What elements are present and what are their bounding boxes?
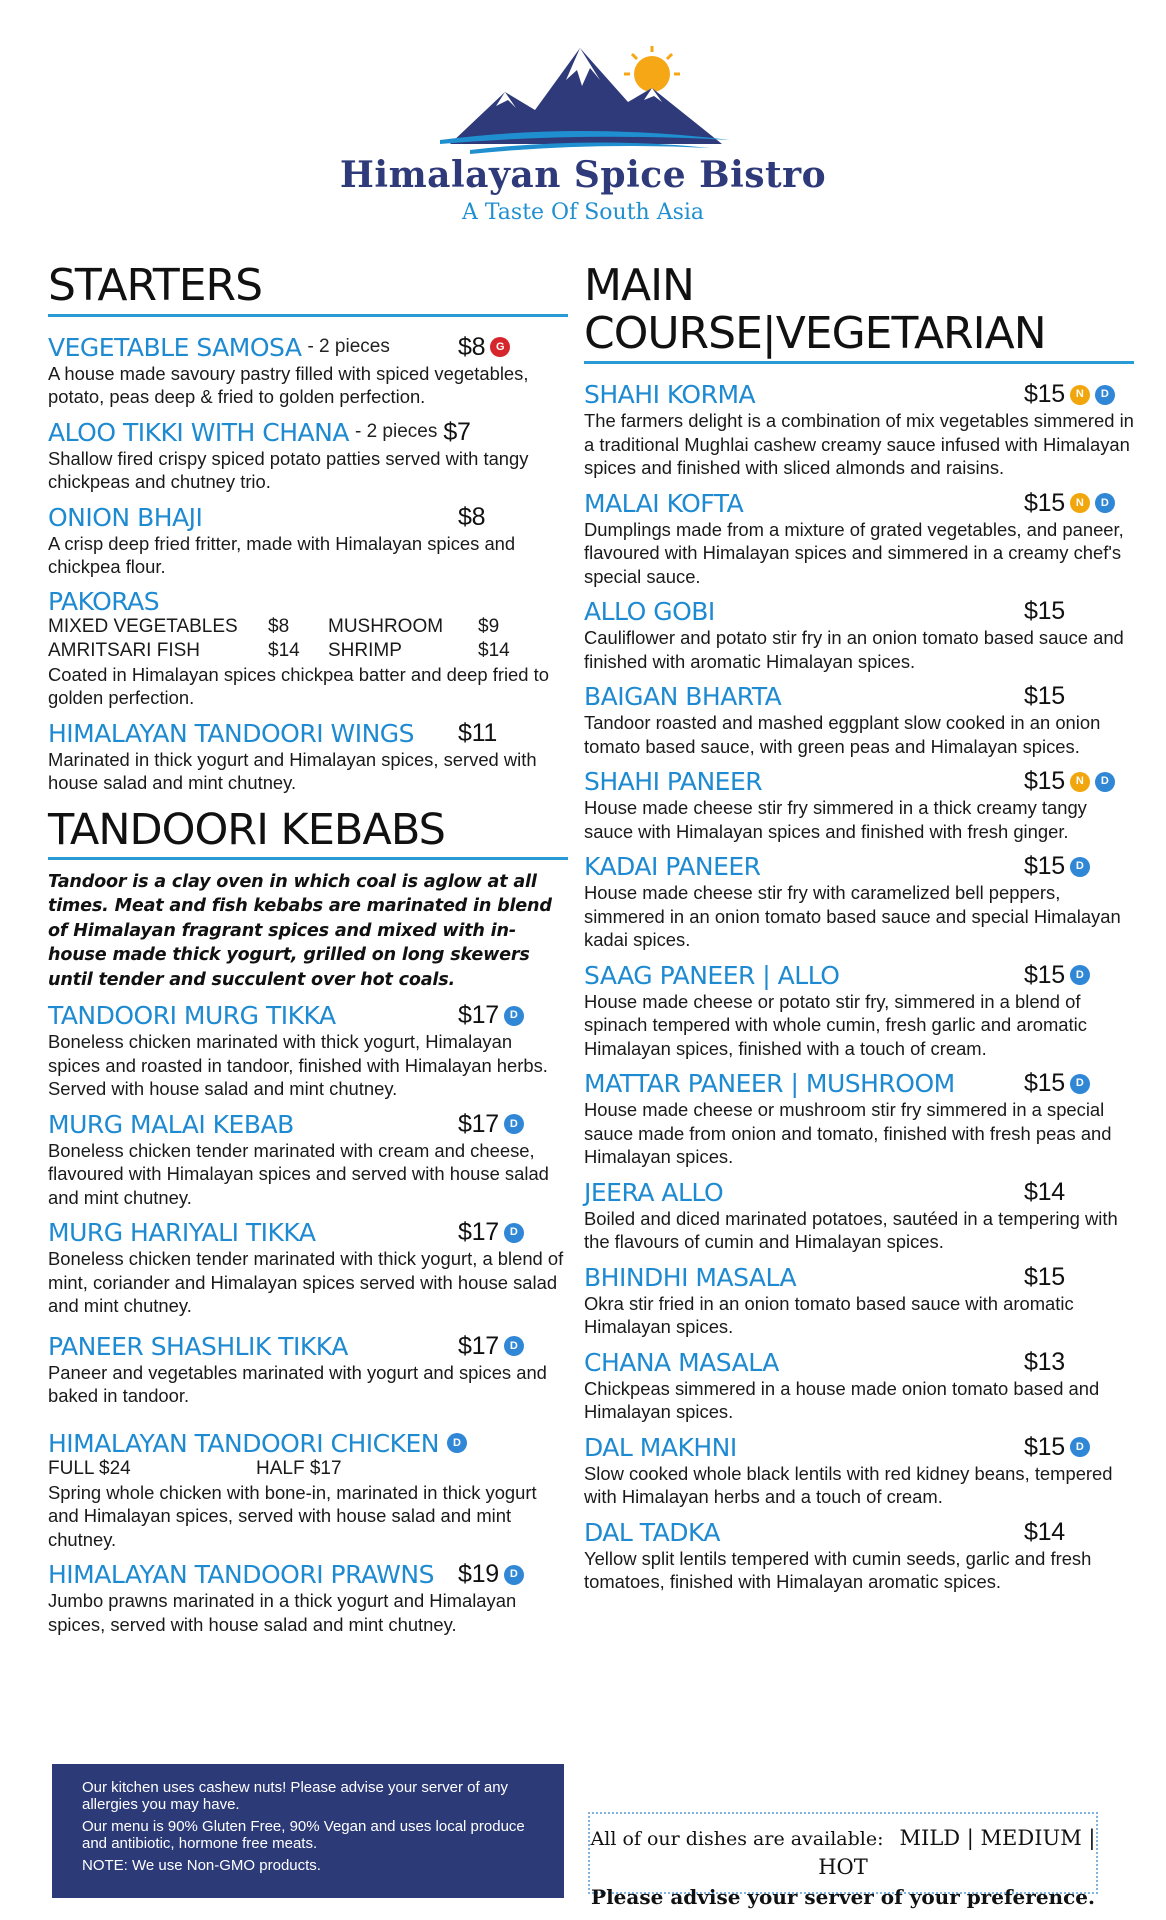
menu-item-aloo-tikki — [48, 418, 568, 494]
item-name: MALAI KOFTA — [584, 488, 744, 518]
item-name: PANEER SHASHLIK TIKKA — [48, 1331, 348, 1361]
item-price: $8 — [458, 502, 486, 531]
pakora-option: MUSHROOM — [328, 615, 444, 637]
item-description: A crisp deep fried fritter, made with Himalayan spices and chickpea flour. — [48, 532, 516, 578]
item-description: Boneless chicken marinated with thick yogurt, Himalayan spices and roasted in tandoor, finished with Himalayan herbs. Served with house salad and mint chutney. — [48, 1031, 548, 1100]
nuts-badge-icon: N — [1070, 493, 1090, 513]
item-price: $17 — [458, 1218, 499, 1247]
dairy-badge-icon: D — [1070, 965, 1090, 985]
item-price: $14 — [1024, 1177, 1065, 1206]
item-description: Tandoor roasted and mashed eggplant slow cooked in an onion tomato based sauce, with green peas and Himalayan spices. — [584, 712, 1101, 757]
main-course-title: MAIN COURSE|VEGETARIAN — [584, 262, 1134, 364]
item-description: Marinated in thick yogurt and Himalayan spices, served with house salad and mint chutney. — [48, 748, 537, 794]
item-price: $15 — [1024, 682, 1065, 711]
pakora-price: $9 — [478, 615, 500, 637]
dairy-badge-icon: D — [1070, 1437, 1090, 1457]
menu-item-tandoori-wings — [48, 719, 568, 795]
menu-item-shahi-korma — [584, 380, 1134, 480]
menu-item-murg-hariyali — [48, 1218, 568, 1318]
left-column — [48, 262, 568, 1636]
starters-title: STARTERS — [48, 262, 568, 317]
pakora-option: AMRITSARI FISH — [48, 639, 201, 661]
item-name: BAIGAN BHARTA — [584, 682, 782, 712]
item-price: $11 — [458, 718, 497, 747]
item-name: SAAG PANEER | ALLO — [584, 960, 840, 990]
item-name: ONION BHAJI — [48, 502, 203, 532]
pakora-price: $14 — [268, 639, 300, 661]
dairy-badge-icon: D — [1095, 772, 1115, 792]
item-description: Boneless chicken tender marinated with cream and cheese, flavoured with Himalayan spices and served with house salad and mint chutney. — [48, 1139, 549, 1208]
menu-item-tandoori-prawns — [48, 1560, 568, 1636]
item-name: VEGETABLE SAMOSA — [48, 332, 302, 362]
item-name: TANDOORI MURG TIKKA — [48, 1001, 336, 1031]
menu-item-pakoras — [48, 588, 568, 710]
pakora-price: $14 — [478, 639, 510, 661]
item-price: $15 — [1024, 852, 1065, 881]
portion-prices — [48, 1457, 568, 1481]
menu-item-saag-paneer — [584, 961, 1134, 1061]
item-name: HIMALAYAN TANDOORI PRAWNS — [48, 1560, 434, 1590]
menu-item-kadai-paneer — [584, 852, 1134, 952]
menu-item-dal-tadka — [584, 1518, 1134, 1594]
item-name: SHAHI KORMA — [584, 380, 756, 410]
item-price: $15 — [1024, 767, 1065, 796]
item-description: Yellow split lentils tempered with cumin seeds, garlic and fresh tomatoes, finished with Himalayan aromatic spices. — [584, 1547, 1092, 1593]
item-price: $17 — [458, 1109, 499, 1138]
item-description: Chickpeas simmered in a house made onion tomato based and Himalayan spices. — [584, 1377, 1100, 1423]
dairy-badge-icon: D — [504, 1006, 524, 1026]
item-price: $15 — [1024, 597, 1065, 626]
item-name: MATTAR PANEER | MUSHROOM — [584, 1069, 955, 1099]
pakora-options — [48, 615, 568, 663]
item-description: Shallow fired crispy spiced potato patties served with tangy chickpeas and chutney trio. — [48, 447, 529, 493]
menu-item-onion-bhaji — [48, 503, 568, 579]
menu-item-shahi-paneer — [584, 767, 1134, 843]
spice-level-box — [588, 1812, 1098, 1909]
item-portion: - 2 pieces — [354, 421, 438, 443]
item-description: Okra stir fried in an onion tomato based sauce with aromatic Himalayan spices. — [584, 1292, 1074, 1338]
item-portion: - 2 pieces — [307, 336, 390, 358]
item-description: Slow cooked whole black lentils with red kidney beans, tempered with Himalayan herbs and a touch of cream. — [584, 1462, 1113, 1508]
notice-gluten-vegan: Our menu is 90% Gluten Free, 90% Vegan and uses local produce and antibiotic, hormone free meats. — [82, 1818, 525, 1852]
menu-item-tandoori-chicken — [48, 1430, 568, 1552]
nuts-badge-icon: N — [1070, 385, 1090, 405]
menu-item-bhindhi-masala — [584, 1263, 1134, 1339]
item-price: $14 — [1024, 1517, 1065, 1546]
full-price: FULL $24 — [48, 1457, 131, 1479]
menu-item-malai-kofta — [584, 489, 1134, 589]
item-name: HIMALAYAN TANDOORI CHICKEN — [48, 1428, 439, 1458]
menu-item-baigan-bharta — [584, 682, 1134, 758]
dairy-badge-icon: D — [504, 1223, 524, 1243]
kebabs-intro: Tandoor is a clay oven in which coal is aglow at all times. Meat and fish kebabs are marinated in blend of Himalayan fragrant spices and mixed with in-house made thick yogurt, grilled on long skewers until tender and succulent over hot coals. — [48, 871, 552, 990]
item-price: $15 — [1024, 488, 1065, 517]
menu-item-murg-tikka — [48, 1001, 568, 1101]
menu-item-allo-gobi — [584, 597, 1134, 673]
notice-non-gmo: NOTE: We use Non-GMO products. — [82, 1857, 321, 1874]
item-price: $15 — [1024, 1262, 1065, 1291]
menu-item-dal-makhni — [584, 1433, 1134, 1509]
item-name: DAL MAKHNI — [584, 1432, 737, 1462]
gluten-badge-icon: G — [490, 337, 510, 357]
item-description: Boiled and diced marinated potatoes, sautéed in a tempering with the flavours of cumin and Himalayan spices. — [584, 1207, 1118, 1253]
item-name: HIMALAYAN TANDOORI WINGS — [48, 718, 415, 748]
spice-level-label: All of our dishes are available: — [590, 1828, 884, 1850]
menu-item-mattar-paneer — [584, 1069, 1134, 1169]
item-price: $17 — [458, 1001, 499, 1030]
item-name: PAKORAS — [48, 586, 160, 616]
item-price: $15 — [1024, 960, 1065, 989]
item-price: $15 — [1024, 380, 1065, 409]
item-name: MURG HARIYALI TIKKA — [48, 1218, 316, 1248]
item-price: $8 — [458, 332, 486, 361]
menu-item-jeera-allo — [584, 1178, 1134, 1254]
menu-item-chana-masala — [584, 1348, 1134, 1424]
dairy-badge-icon: D — [447, 1433, 467, 1453]
item-description: House made cheese or mushroom stir fry simmered in a special sauce made from onion and tomato, finished with fresh peas and Himalayan spices. — [584, 1099, 1112, 1168]
allergy-notice — [52, 1764, 564, 1898]
item-name: BHINDHI MASALA — [584, 1262, 797, 1292]
dairy-badge-icon: D — [504, 1336, 524, 1356]
item-price: $15 — [1024, 1432, 1065, 1461]
brand-tagline: A Taste Of South Asia — [461, 200, 705, 225]
item-description: House made cheese stir fry with caramelized bell peppers, simmered in an onion tomato based sauce and special Himalayan kadai spices. — [584, 882, 1121, 951]
item-price: $19 — [458, 1560, 499, 1589]
item-description: A house made savoury pastry filled with spiced vegetables, potato, peas deep & fried to golden perfection. — [48, 362, 529, 408]
dairy-badge-icon: D — [1095, 385, 1115, 405]
dairy-badge-icon: D — [504, 1114, 524, 1134]
menu-item-samosa — [48, 333, 568, 409]
right-column — [584, 262, 1134, 1594]
spice-level-options: MILD | MEDIUM | HOT — [818, 1826, 1096, 1879]
dairy-badge-icon: D — [1070, 857, 1090, 877]
menu-item-murg-malai — [48, 1110, 568, 1210]
item-name: KADAI PANEER — [584, 852, 761, 882]
item-description: Boneless chicken tender marinated with thick yogurt, a blend of mint, coriander and Himalayan spices served with house salad and mint chutney. — [48, 1248, 564, 1317]
item-price: $13 — [1024, 1347, 1065, 1376]
mountain-logo-icon — [430, 40, 740, 158]
menu-item-paneer-shashlik — [48, 1332, 568, 1408]
notice-cashew: Our kitchen uses cashew nuts! Please advise your server of any allergies you may have. — [82, 1779, 509, 1813]
nuts-badge-icon: N — [1070, 772, 1090, 792]
item-description: Paneer and vegetables marinated with yogurt and spices and baked in tandoor. — [48, 1361, 547, 1407]
pakora-option: SHRIMP — [328, 639, 402, 661]
half-price: HALF $17 — [256, 1457, 342, 1479]
item-description: The farmers delight is a combination of mix vegetables simmered in a traditional Mughlai cashew creamy sauce infused with Himalayan spices and finished with sliced almonds and raisins. — [584, 410, 1134, 479]
brand-name: Himalayan Spice Bistro — [339, 154, 827, 196]
pakora-price: $8 — [268, 615, 290, 637]
dairy-badge-icon: D — [1070, 1074, 1090, 1094]
item-price: $7 — [443, 417, 471, 446]
item-price: $15 — [1024, 1069, 1065, 1098]
item-name: SHAHI PANEER — [584, 767, 763, 797]
dairy-badge-icon: D — [504, 1565, 524, 1585]
item-price: $17 — [458, 1331, 499, 1360]
dairy-badge-icon: D — [1095, 493, 1115, 513]
item-name: ALLO GOBI — [584, 597, 715, 627]
item-name: CHANA MASALA — [584, 1347, 779, 1377]
pakora-option: MIXED VEGETABLES — [48, 615, 238, 637]
item-description: Coated in Himalayan spices chickpea batter and deep fried to golden perfection. — [48, 663, 549, 709]
kebabs-title: TANDOORI KEBABS — [48, 807, 568, 860]
item-description: House made cheese stir fry simmered in a thick creamy tangy sauce with Himalayan spices and finished with fresh ginger. — [584, 797, 1087, 842]
item-description: Spring whole chicken with bone-in, marinated in thick yogurt and Himalayan spices, served with house salad and mint chutney. — [48, 1481, 537, 1550]
item-name: DAL TADKA — [584, 1517, 721, 1547]
item-description: Dumplings made from a mixture of grated vegetables, and paneer, flavoured with Himalayan spices and simmered in a creamy chef's special sauce. — [584, 518, 1124, 587]
item-description: Jumbo prawns marinated in a thick yogurt and Himalayan spices, served with house salad and mint chutney. — [48, 1590, 517, 1635]
item-description: Cauliflower and potato stir fry in an onion tomato based sauce and finished with aromatic Himalayan spices. — [584, 627, 1124, 672]
item-description: House made cheese or potato stir fry, simmered in a blend of spinach tempered with whole cumin, fresh garlic and aromatic Himalayan spices, finished with a touch of cream. — [584, 990, 1087, 1059]
item-name: ALOO TIKKI WITH CHANA — [48, 417, 349, 447]
item-name: JEERA ALLO — [584, 1177, 724, 1207]
item-name: MURG MALAI KEBAB — [48, 1109, 294, 1139]
spice-level-advice: Please advise your server of your preference. — [591, 1885, 1095, 1909]
